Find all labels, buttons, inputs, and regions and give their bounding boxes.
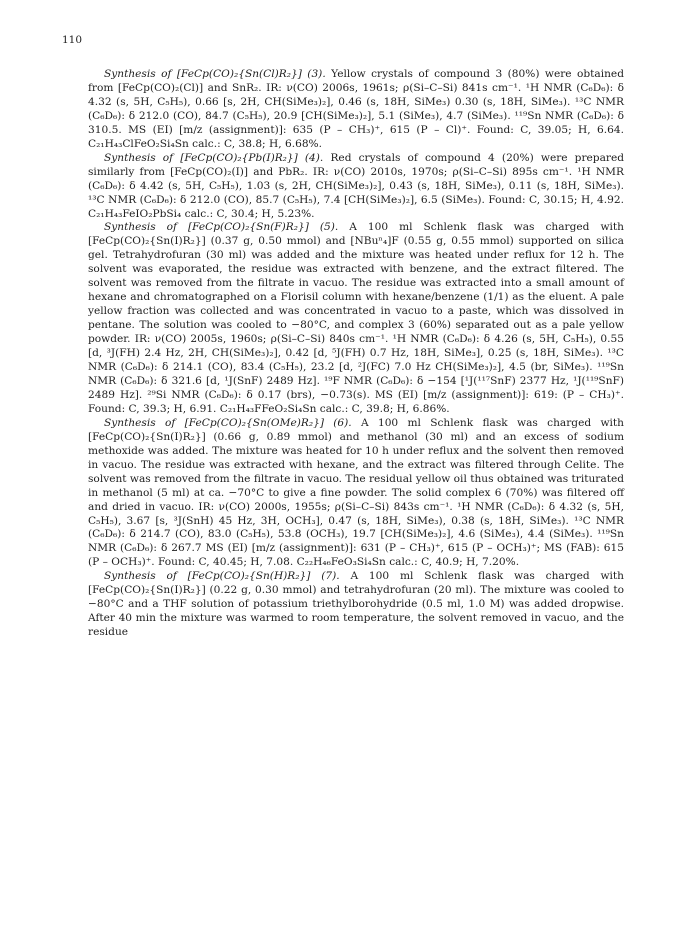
paragraph-text: A 100 ml Schlenk flask was charged with [FeCp(CO)₂{Sn(I)R₂}] (0.66 g, 0.89 mmol) and methanol (30 ml) and an excess of sodium methoxide was added. The mixture was heated for 10 h under reflux and the solvent then removed in vacuo. The residue was extracted with hexane, and the extract was filtered through Celite. The solvent was removed from the filtrate in vacuo. The residual yellow oil thus obtained was triturated in methanol (5 ml) at ca. −70°C to give a fine powder. The solid complex 6 (70%) was filtered off and dried in vacuo. IR: ν(CO) 2000s, 1955s; ρ(Si–C–Si) 843s cm⁻¹. ¹H NMR (C₆D₆): δ 4.32 (s, 5H, C₅H₅), 3.67 [s, ³J(SnH) 45 Hz, 3H, OCH₃], 0.47 (s, 18H, SiMe₃), 0.38 (s, 18H, SiMe₃). ¹³C NMR (C₆D₆): δ 214.7 (CO), 83.0 (C₅H₅), 53.8 (OCH₃), 19.7 [CH(SiMe₃)₂], 4.6 (SiMe₃), 4.4 (SiMe₃). ¹¹⁹Sn NMR (C₆D₆): δ 267.7 MS (EI) [m/z (assignment)]: 631 (P – CH₃)⁺, 615 (P – OCH₃)⁺; MS (FAB): 615 (P – OCH₃)⁺. Found: C, 40.45; H, 7.08. C₂₂H₄₆FeO₃Si₄Sn calc.: C, 40.9; H, 7.20%. <box>88 416 624 569</box>
experimental-section <box>88 68 624 640</box>
paragraph-synthesis-7 <box>88 570 624 640</box>
paragraph-synthesis-6 <box>88 417 624 570</box>
paragraph-title: Synthesis of [FeCp(CO)₂{Sn(Cl)R₂}] (3). <box>104 68 326 80</box>
paragraph-synthesis-3 <box>88 68 624 152</box>
paragraph-text: Yellow crystals of compound 3 (80%) were obtained from [FeCp(CO)₂(Cl)] and SnR₂. IR: ν(CO) 2006s, 1961s; ρ(Si–C–Si) 841s cm⁻¹. ¹H NMR (C₆D₆): δ 4.32 (s, 5H, C₅H₅), 0.66 [s, 2H, CH(SiMe₃)₂], 0.46 (s, 18H, SiMe₃) 0.30 (s, 18H, SiMe₃). ¹³C NMR (C₆D₆): δ 212.0 (CO), 84.7 (C₅H₅), 20.9 [CH(SiMe₃)₂], 5.1 (SiMe₃), 4.7 (SiMe₃). ¹¹⁹Sn NMR (C₆D₆): δ 310.5. MS (EI) [m/z (assignment)]: 635 (P – CH₃)⁺, 615 (P – Cl)⁺. Found: C, 39.05; H, 6.64. C₂₁H₄₃ClFeO₂Si₄Sn calc.: C, 38.8; H, 6.68%. <box>88 68 624 150</box>
paragraph-text: Red crystals of compound 4 (20%) were prepared similarly from [FeCp(CO)₂(I)] and PbR₂. IR: ν(CO) 2010s, 1970s; ρ(Si–C–Si) 895s cm⁻¹. ¹H NMR (C₆D₆): δ 4.42 (s, 5H, C₅H₅), 1.03 (s, 2H, CH(SiMe₃)₂], 0.43 (s, 18H, SiMe₃), 0.11 (s, 18H, SiMe₃). ¹³C NMR (C₆D₆): δ 212.0 (CO), 85.7 (C₅H₅), 7.4 [CH(SiMe₃)₂], 6.5 (SiMe₃). Found: C, 30.15; H, 4.92. C₂₁H₄₃FeIO₂PbSi₄ calc.: C, 30.4; H, 5.23%. <box>88 151 625 220</box>
paragraph-title: Synthesis of [FeCp(CO)₂{Pb(I)R₂}] (4). <box>104 151 324 164</box>
paragraph-synthesis-4 <box>88 152 624 222</box>
paragraph-title: Synthesis of [FeCp(CO)₂{Sn(F)R₂}] (5). <box>104 221 339 234</box>
page-number: 110 <box>62 34 83 46</box>
paragraph-text: A 100 ml Schlenk flask was charged with [FeCp(CO)₂{Sn(I)R₂}] (0.37 g, 0.50 mmol) and [NBuⁿ₄]F (0.55 g, 0.55 mmol) supported on silica gel. Tetrahydrofuran (30 ml) was added and the mixture was heated under reflux for 12 h. The solvent was evaporated, the residue was extracted with benzene, and the extract filtered. The solvent was removed from the filtrate in vacuo. The residue was extracted into a small amount of hexane and chromatographed on a Florisil column with hexane/benzene (1/1) as the eluent. A pale yellow fraction was collected and was concentrated in vacuo to a paste, which was dissolved in pentane. The solution was cooled to −80°C, and complex 3 (60%) separated out as a pale yellow powder. IR: ν(CO) 2005s, 1960s; ρ(Si–C–Si) 840s cm⁻¹. ¹H NMR (C₆D₆): δ 4.26 (s, 5H, C₅H₅), 0.55 [d, ³J(FH) 2.4 Hz, 2H, CH(SiMe₃)₂], 0.42 [d, ⁵J(FH) 0.7 Hz, 18H, SiMe₃], 0.25 (s, 18H, SiMe₃). ¹³C NMR (C₆D₆): δ 214.1 (CO), 83.4 (C₅H₅), 23.2 [d, ²J(FC) 7.0 Hz CH(SiMe₃)₂], 4.5 (br, SiMe₃). ¹¹⁹Sn NMR (C₆D₆): δ 321.6 [d, ¹J(SnF) 2489 Hz]. ¹⁹F NMR (C₆D₆): δ −154 [¹J(¹¹⁷SnF) 2377 Hz, ¹J(¹¹⁹SnF) 2489 Hz]. ²⁹Si NMR (C₆D₆): δ 0.17 (brs), −0.73(s). MS (EI) [m/z (assignment)]: 619: (P – CH₃)⁺. Found: C, 39.3; H, 6.91. C₂₁H₄₃FFeO₂Si₄Sn calc.: C, 39.8; H, 6.86%. <box>88 221 624 415</box>
paragraph-synthesis-5 <box>88 221 624 416</box>
paragraph-title: Synthesis of [FeCp(CO)₂{Sn(OMe)R₂}] (6). <box>104 416 352 429</box>
paragraph-text: A 100 ml Schlenk flask was charged with [FeCp(CO)₂{Sn(I)R₂}] (0.22 g, 0.30 mmol) and tetrahydrofuran (20 ml). The mixture was cooled to −80°C and a THF solution of potassium triethylborohydride (0.5 ml, 1.0 M) was added dropwise. After 40 min the mixture was warmed to room temperature, the solvent removed in vacuo, and the residue <box>88 570 624 639</box>
paragraph-title: Synthesis of [FeCp(CO)₂{Sn(H)R₂}] (7). <box>104 570 340 583</box>
